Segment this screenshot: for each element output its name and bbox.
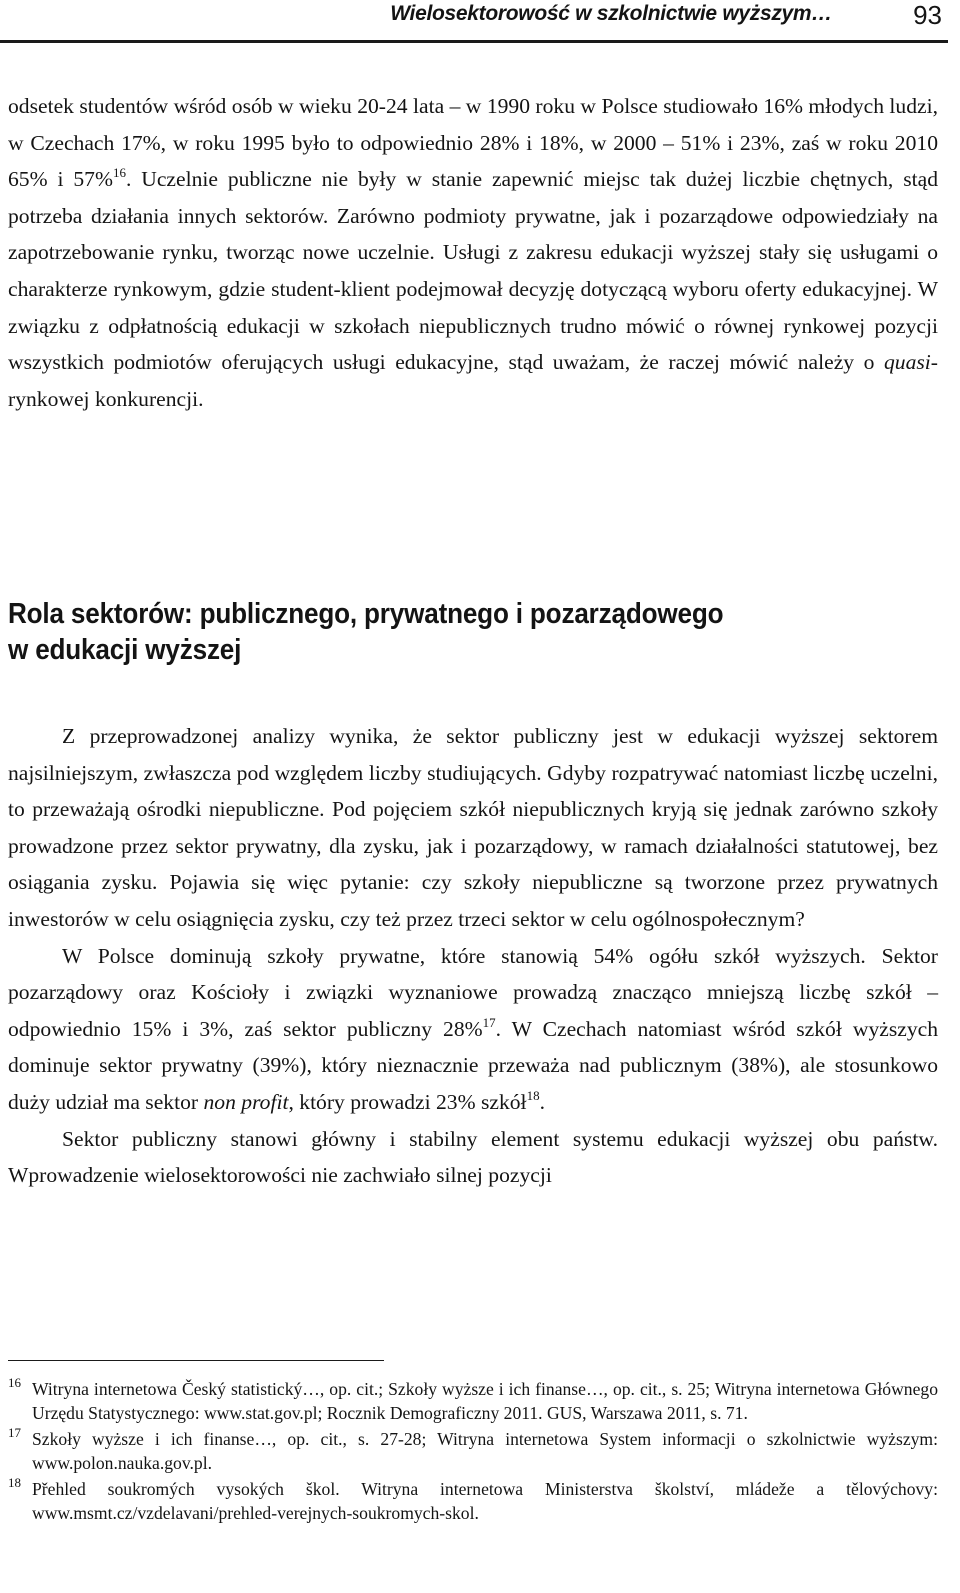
section-paragraph-3: Sektor publiczny stanowi główny i stabilny element systemu edukacji wyższej obu państw. Wprowadzenie wielosektorowości nie zachwiało silnej pozycji (8, 1126, 938, 1188)
intro-italic-quasi: quasi (884, 350, 931, 375)
section-body (8, 718, 938, 1194)
footnote-number: 17 (8, 1425, 21, 1441)
section-heading-line-2: w edukacji wyższej (8, 634, 242, 666)
running-header (0, 0, 948, 43)
section-paragraph-2 (8, 938, 938, 1121)
footnote-ref-18[interactable]: 18 (526, 1087, 540, 1103)
footnote-16 (8, 1375, 938, 1425)
section-p2-part-a: W Polsce dominują szkoły prywatne, które stanowią 54% ogółu szkół wyższych. Sektor pozarządowy oraz Kościoły i związki wyznaniowe prowadzą znacząco mniejszą liczbę szkół – odpowiednio 15% i 3%, zaś sektor publiczny 28% (8, 943, 938, 1041)
footnote-number: 18 (8, 1475, 21, 1491)
section-heading-line-1: Rola sektorów: publicznego, prywatnego i pozarządowego (8, 598, 724, 630)
intro-text-part-1: odsetek studentów wśród osób w wieku 20-24 lata – w 1990 roku w Polsce studiowało 16% młodych ludzi, w Czechach 17%, w roku 1995 było to odpowiednio 28% i 18%, w 2000 – 51% i 23%, zaś w roku 2010 65% i 57% (8, 94, 938, 192)
footnote-number: 16 (8, 1375, 21, 1390)
footnote-ref-17[interactable]: 17 (482, 1014, 496, 1030)
footnote-text: Přehled soukromých vysokých škol. Witryna internetowa Ministerstva školství, mládeže a tělovýchovy: www.msmt.cz/vzdelavani/prehled-verejnych-soukromych-skol. (32, 1479, 938, 1523)
intro-paragraph (8, 88, 938, 417)
footnotes (8, 1375, 938, 1529)
section-paragraph-1: Z przeprowadzonej analizy wynika, że sektor publiczny jest w edukacji wyższej sektorem najsilniejszym, zwłaszcza pod względem liczby studiujących. Gdyby rozpatrywać natomiast liczbę uczelni, to przeważają ośrodki niepubliczne. Pod pojęciem szkół niepublicznych kryją się jednak zarówno szkoły prowadzone przez sektor prywatny, dla zysku, jak i pozarządowy, w ramach działalności statutowej, bez osiągania zysku. Pojawia się więc pytanie: czy szkoły niepubliczne są tworzone przez prywatnych inwestorów w celu osiągnięcia zysku, czy też przez trzeci sektor w celu ogólnospołecznym? (8, 724, 938, 931)
footnote-divider (8, 1360, 384, 1361)
section-p2-part-c: , który prowadzi 23% szkół (288, 1089, 527, 1114)
section-p2-part-b: . W Czechach natomiast wśród szkół wyższych dominuje sektor prywatny (39%), który nieznacznie przeważa nad publicznym (38%), ale stosunkowo duży udział ma sektor (8, 1016, 938, 1114)
footnote-18 (8, 1475, 938, 1525)
intro-text (8, 88, 938, 417)
section-p2-italic-non-profit: non profit (203, 1089, 289, 1114)
footnote-17 (8, 1425, 938, 1475)
section-p2-part-d: . (539, 1089, 545, 1114)
page-number: 93 (913, 0, 942, 30)
section-heading (8, 596, 845, 668)
footnote-text: Witryna internetowa Český statistický…, op. cit.; Szkoły wyższe i ich finanse…, op. cit., s. 25; Witryna internetowa Głównego Urzędu Statystycznego: www.stat.gov.pl; Rocznik Demograficzny 2011. GUS, Warszawa 2011, s. 71. (32, 1379, 938, 1423)
intro-text-part-2: . Uczelnie publiczne nie były w stanie zapewnić miejsc tak dużej liczbie chętnych, stąd potrzeba działania innych sektorów. Zarówno podmioty prywatne, jak i pozarządowe odpowiedziały na zapotrzebowanie rynku, tworząc nowe uczelnie. Usługi z zakresu edukacji wyższej stały się usługami o charakterze rynkowym, gdzie student-klient podejmował decyzję dotyczącą wyboru oferty edukacyjnej. W związku z odpłatnością edukacji w szkołach niepublicznych trudno mówić o równej rynkowej pozycji wszystkich podmiotów oferujących usługi edukacyjne, stąd uważam, że raczej mówić należy o (8, 167, 939, 375)
footnote-text: Szkoły wyższe i ich finanse…, op. cit., s. 27-28; Witryna internetowa System informacji o szkolnictwie wyższym: www.polon.nauka.gov.pl. (32, 1429, 938, 1473)
running-title: Wielosektorowość w szkolnictwie wyższym… (390, 2, 832, 25)
footnote-ref-16[interactable]: 16 (112, 165, 126, 181)
intro-text-part-3: -rynkowej konkurencji. (8, 350, 938, 411)
